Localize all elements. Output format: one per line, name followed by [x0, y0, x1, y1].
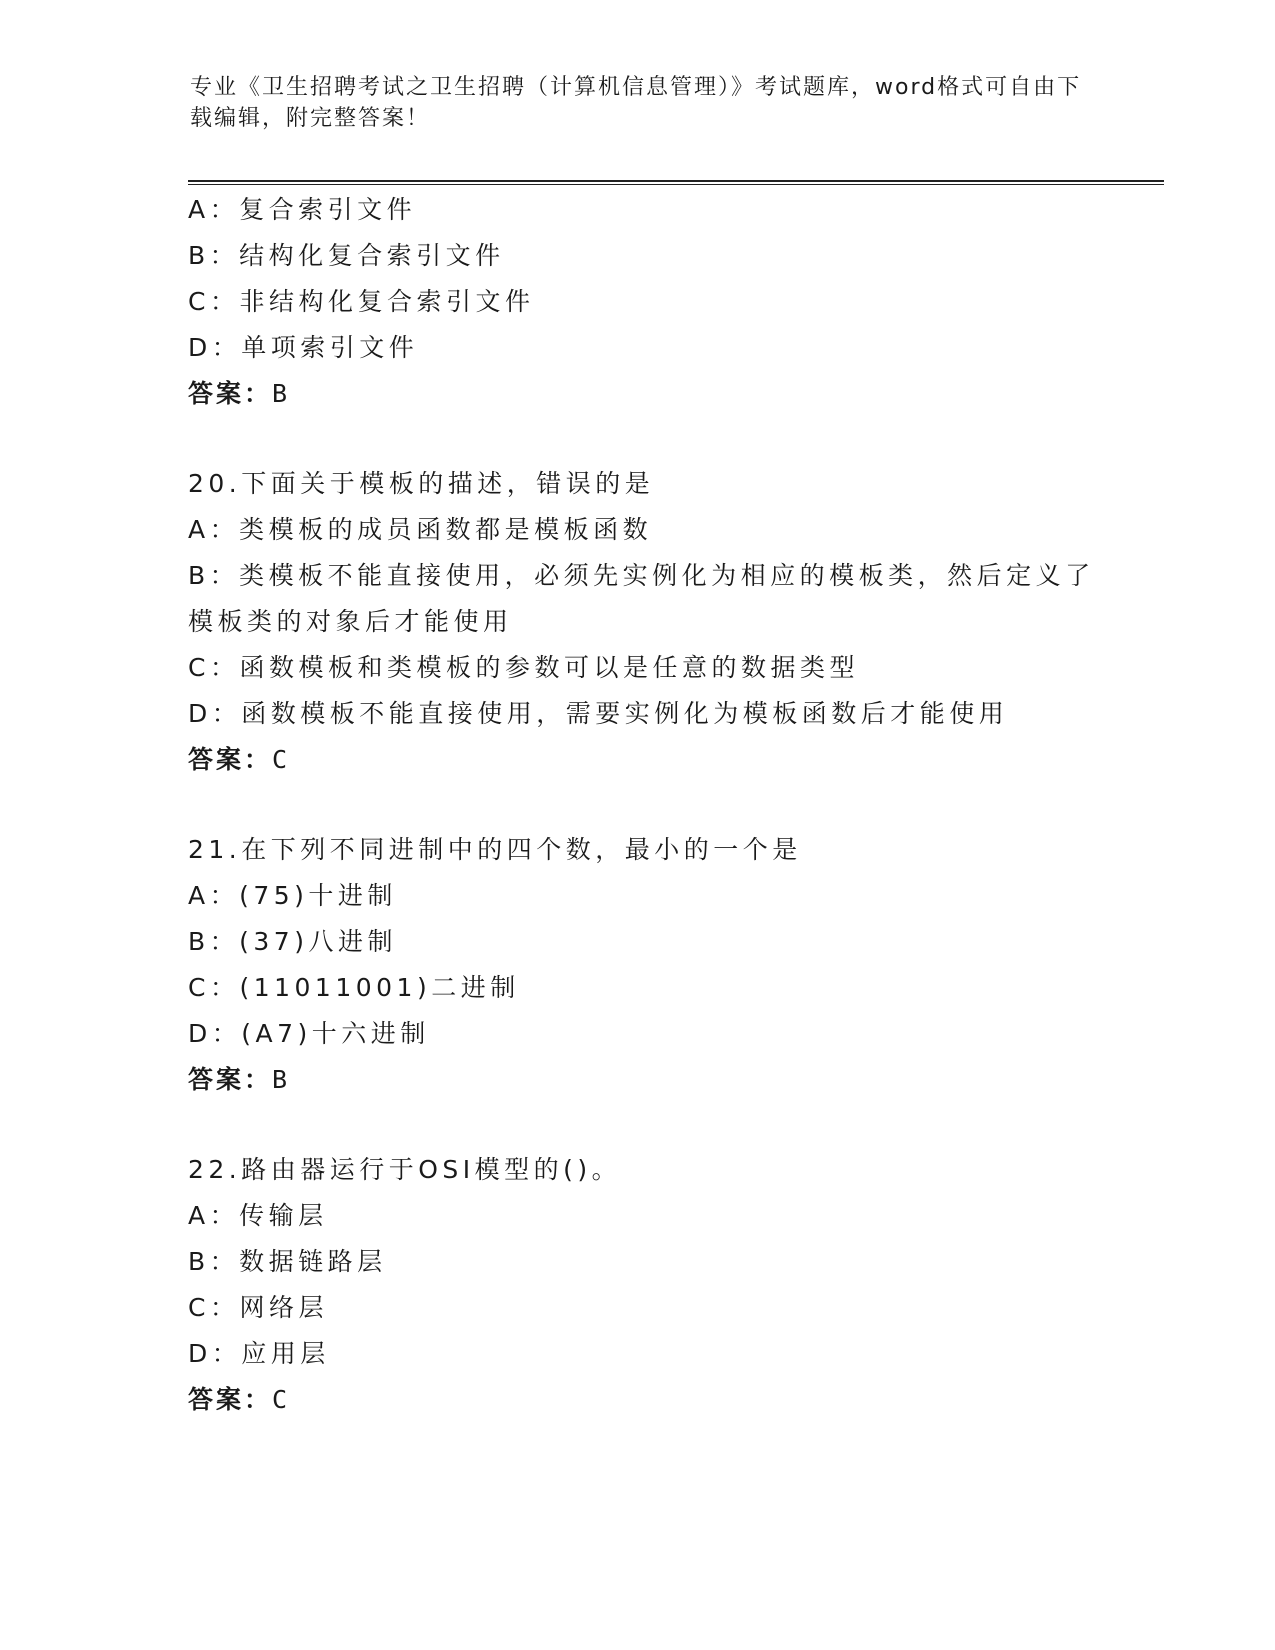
option-d: D：(A7)十六进制 — [188, 1019, 430, 1048]
question-stem: 20.下面关于模板的描述，错误的是 — [188, 469, 655, 498]
option-b: B：数据链路层 — [188, 1247, 387, 1276]
question-list — [188, 187, 1148, 1423]
spacer — [188, 1103, 1148, 1147]
option-a: A：复合索引文件 — [188, 195, 417, 224]
header-divider — [188, 180, 1164, 185]
question-20 — [188, 461, 1148, 783]
answer-value: C — [272, 1385, 289, 1414]
answer-line — [188, 737, 1148, 783]
option-c: C：网络层 — [188, 1293, 328, 1322]
option-b: B：(37)八进制 — [188, 927, 397, 956]
option-b: B：结构化复合索引文件 — [188, 241, 505, 270]
question-stem: 21.在下列不同进制中的四个数，最小的一个是 — [188, 835, 802, 864]
answer-label: 答案： — [188, 1385, 273, 1414]
answer-label: 答案： — [188, 1065, 273, 1094]
answer-line — [188, 1057, 1148, 1103]
answer-value: B — [272, 1065, 289, 1094]
question-stem: 22.路由器运行于OSI模型的()。 — [188, 1155, 622, 1184]
question-19 — [188, 187, 1148, 417]
question-21 — [188, 827, 1148, 1103]
option-a: A：(75)十进制 — [188, 881, 397, 910]
option-a: A：类模板的成员函数都是模板函数 — [188, 515, 653, 544]
answer-line — [188, 371, 1148, 417]
answer-line — [188, 1377, 1148, 1423]
spacer — [188, 783, 1148, 827]
option-d: D：应用层 — [188, 1339, 330, 1368]
option-a: A：传输层 — [188, 1201, 328, 1230]
option-c: C：函数模板和类模板的参数可以是任意的数据类型 — [188, 653, 859, 682]
option-d: D：函数模板不能直接使用，需要实例化为模板函数后才能使用 — [188, 699, 1009, 728]
document-intro: 专业《卫生招聘考试之卫生招聘（计算机信息管理）》考试题库，word格式可自由下载编辑，附完整答案！ — [190, 75, 1082, 131]
option-c: C：(11011001)二进制 — [188, 973, 520, 1002]
answer-label: 答案： — [188, 379, 273, 408]
option-c: C：非结构化复合索引文件 — [188, 287, 535, 316]
option-b-continued: 模板类的对象后才能使用 — [188, 607, 513, 636]
option-b: B：类模板不能直接使用，必须先实例化为相应的模板类，然后定义了 — [188, 561, 1095, 590]
option-d: D：单项索引文件 — [188, 333, 419, 362]
answer-value: B — [272, 379, 289, 408]
answer-label: 答案： — [188, 745, 273, 774]
question-22 — [188, 1147, 1148, 1423]
answer-value: C — [272, 745, 289, 774]
spacer — [188, 417, 1148, 461]
